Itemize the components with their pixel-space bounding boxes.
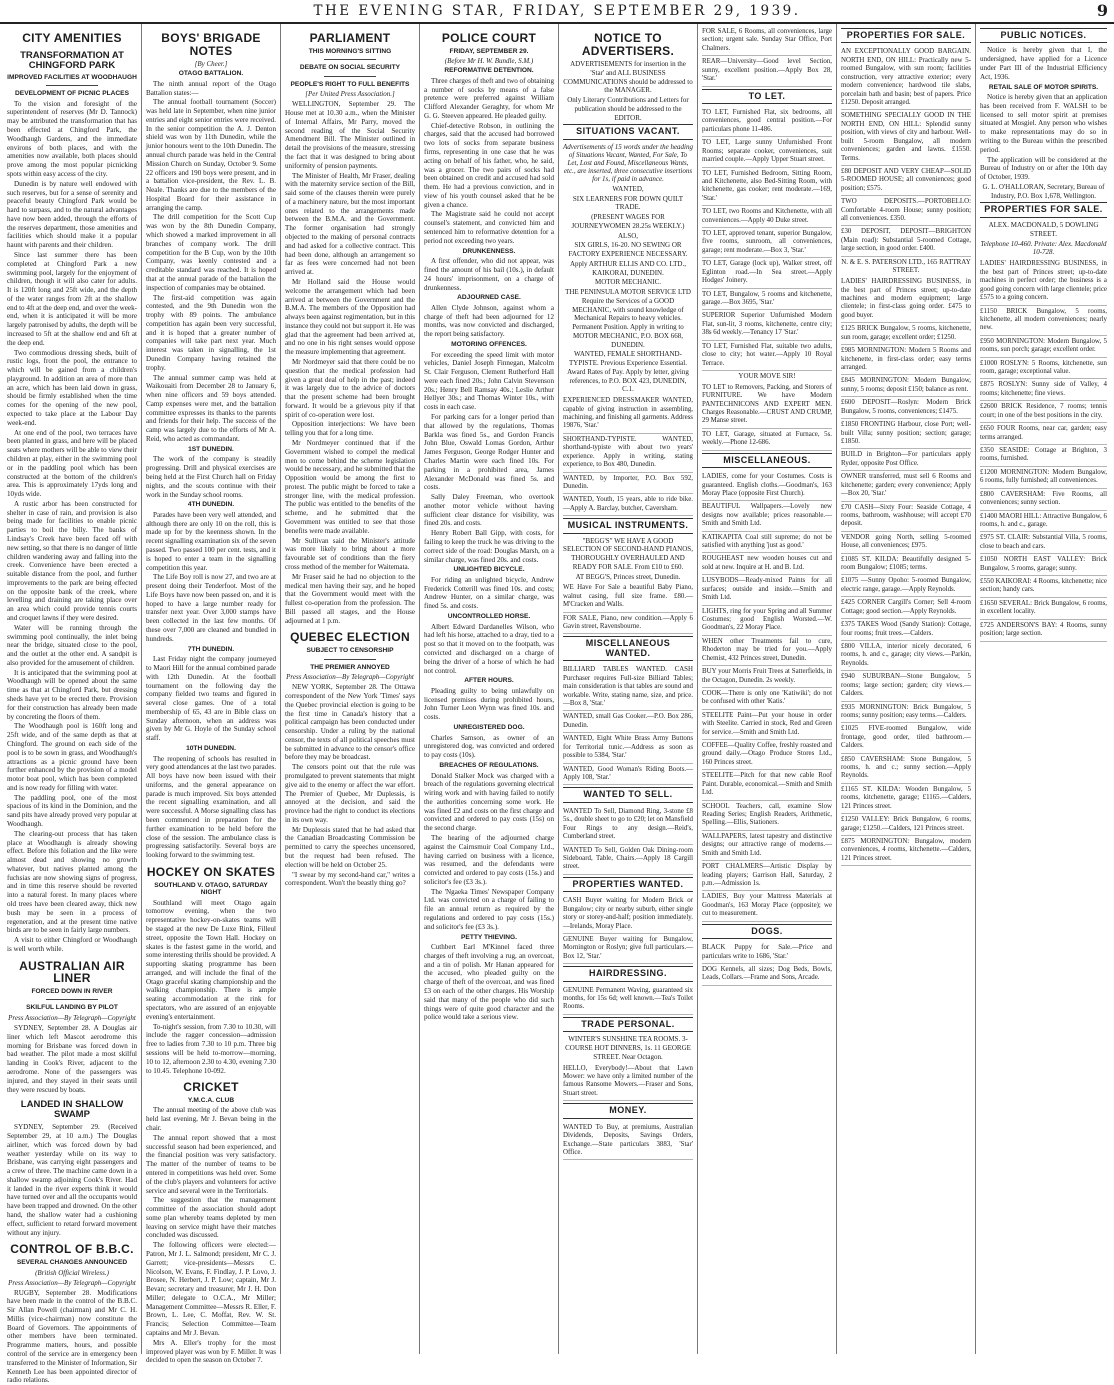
classified-ad: PORT CHALMERS—Artistic Display by leading players; Garrison Hall, Saturday, 2 p.m.—Admission 1s. xyxy=(702,861,832,891)
classified-ad: LIGHTS, ring for your Spring and all Summer Costumes; good English Worsted.—W. Goodman's, 22 Moray Place. xyxy=(702,606,832,636)
paragraph: The Life Boy roll is now 27, and two are at present doing their Tenderfoot. Most of the Life Boys have now been passed on, and it is hoped to have a large number ready for transfer next year. Over 3,000 stamps have been collected in the last few months. Of these over 7,000 are cleaned and bundled in hundreds. xyxy=(146,573,276,643)
column-7 xyxy=(837,24,976,1354)
headline: CITY AMENITIES xyxy=(22,31,122,45)
section-heading: MUSICAL INSTRUMENTS. xyxy=(563,518,693,533)
classified-ad: LADIES, come for your Costumes. Costs is guaranteed. English cloths.—Goodman's, 163 Moray Place (opposite First Church). xyxy=(702,471,832,501)
centered-notice: "BEGG'S" WE HAVE A GOOD SELECTION OF SECOND-HAND PIANOS, THOROUGHLY OVERHAULED AND READY FOR SALE. From £10 to £60. xyxy=(563,536,693,571)
paragraph: The clearing-out process that has taken place at Woodhaugh is already showing effect. Before this foliation and the like were almost dead and showing no growth whatever, but natives planted among the fuchsias are now showing signs of progress, and in time this reserve should be reverted into a natural forest. In many places where old trees have been cleared away, thick new bush may be seen in a process of regeneration, and at the present time native birds are to be seen in fairly large numbers. xyxy=(7,829,137,935)
classified-ad: SOMETHING SPECIALLY GOOD IN THE NORTH END, ON HILL: Splendid sunny position, with views of city and harbour. Well-built 5-room Bungalow, all modern conveniences; garden and lawns. £1550. Terms. xyxy=(841,110,971,166)
byline: Press Association—By Telegraph—Copyright xyxy=(8,1278,136,1287)
classified-ad: £125 BRICK Bungalow, 5 rooms, kitchenette, sun room, garage; excellent order; £1250. xyxy=(841,323,971,345)
subhead: 1ST DUNEDIN. xyxy=(188,445,234,453)
classified-ad: £975 ST. CLAIR: Substantial Villa, 5 rooms, close to beach and cars. xyxy=(980,532,1107,554)
classified-ad: £1400 MAORI HILL: Attractive Bungalow, 6 rooms, h. and c., garage. xyxy=(980,511,1107,533)
centered-notice: WANTED, xyxy=(612,184,644,193)
subhead: 7TH DUNEDIN. xyxy=(187,645,235,653)
classified-ad: WE Have For Sale a beautiful Baby Piano, walnut casing, full size frame. £80.—M'Cracken and Walls. xyxy=(563,582,693,612)
classified-ad: TO LET, approved tenant, superior Bungalow, five rooms, sunroom, all conveniences, garage; rent moderate.—Box 3, 'Star.' xyxy=(702,228,832,258)
classified-ad: TO LET, Garage, situated at Furnace, 5s. weekly.—Phone 12-686. xyxy=(702,429,832,451)
paragraph: Donald Stalker Mock was charged with a breach of the regulations governing electrical wiring work and with having failed to notify the authorities concerning some work. He was fined £2 and costs on the first charge and convicted and ordered to pay costs (15s) on the second charge. xyxy=(424,771,554,833)
classified-ad: £1000 ROSLYN: 5 Rooms, kitchenette, sun room, garage; exceptional value. xyxy=(980,358,1107,380)
centered-notice: Apply ARTHUR ELLIS AND CO. LTD., KAIKORAI, DUNEDIN. xyxy=(570,259,686,277)
divider xyxy=(46,85,98,86)
classified-ad: WANTED, Youth, 15 years, able to ride bike.—Apply A. Barclay, butcher, Caversham. xyxy=(563,494,693,516)
classified-ad: BUILD in Brighton—For particulars apply Ryder, opposite Post Office. xyxy=(841,449,971,471)
paragraph: Two commodious dressing sheds, built of rustic logs, front the pool, the entrance to which will be gained from a children's playground. In addition an area of more than an acre, which has been laid down in grass, should be firmly established when the time comes for the opening of the new pool, expected to take place at the Labour Day week-end. xyxy=(7,348,137,427)
classified-ad: OWNER transferred, must sell 6 Rooms and kitchenette; garden; every convenience; Apply—Box 20, 'Star.' xyxy=(841,471,971,501)
byline: Advertisements of 15 words under the heading of Situations Vacant, Wanted, For Sale, To Let, Lost and Found, Miscellaneous Wants, etc., are inserted, three consecutive insertions for 1s, if paid in advance. xyxy=(563,142,694,183)
classified-ad: WANTED, Good Woman's Riding Boots.—Apply 108, 'Star.' xyxy=(563,764,693,786)
section-heading: TRADE PERSONAL. xyxy=(563,1017,693,1032)
classified-ad: £800 VILLA, interior nicely decorated, 6 rooms, h. and c., garage; city views.—Parkin, Reynolds. xyxy=(841,641,971,671)
classified-ad: WANTED To Sell, Golden Oak Dining-room Sideboard, Table, Chairs.—Apply 18 Cargill street. xyxy=(563,845,693,875)
paragraph: Since last summer there has been completed at Chingford Park a new swimming pool, largely for the enjoyment of children, though it will also cater for adults. It is 120ft long and 25ft wide, and the depth of the water ranges from 2ft at the shallow end to 4ft at the deep end, and over the week-end, when it is anticipated it will be more largely patronised by adults, the depth will be increased to 5ft at the shallow end and 6ft at the deep end. xyxy=(7,250,137,347)
paragraph: Mr Sullivan said the Minister's attitude was more likely to bring about a more favourable set of conditions than the fiery cross method of the member for Waitemata. xyxy=(285,536,415,571)
paragraph: Water will be running through the swimming pool continually, the inlet being near the bridge, situated close to the pool, and the outlet at the other end. A sandpit is also provided for the amusement of children. xyxy=(7,623,137,667)
centered-notice: AT BEGG'S, Princes street, Dunedin. xyxy=(575,572,681,581)
subhead: SKILFUL LANDING BY PILOT xyxy=(26,1004,118,1012)
paragraph: SYDNEY, September 28. A Douglas air liner which left Mascot aerodrome this morning for Brisbane was forced down in bad weather. The pilot made a most skilful landing in Cook's River, adjacent to the aerodrome. None of the passengers was injured, and they stayed in their seats until they were rescued by boats. xyxy=(7,1024,137,1094)
headline: HOCKEY ON SKATES xyxy=(146,864,276,879)
subhead: DEBATE ON SOCIAL SECURITY xyxy=(299,64,401,72)
column-3 xyxy=(281,24,420,1354)
classified-ad: TO LET to Removers, Packing, and Storers of FURNITURE. We have Modern PANTECHNICONS AND EXPERT MEN. Charges Reasonable.—CRUST AND CRUMP, 29 Manse street. xyxy=(702,382,832,429)
paragraph: WELLINGTON, September 29. The House met at 10.30 a.m., when the Minister of Internal Affairs, Mr Parry, moved the second reading of the Social Security Amendment Bill. The Minister outlined in detail the provisions of the measure, stressing the fact that it was designed to bring about uniformity of pension payments. xyxy=(285,100,415,170)
subhead: UNREGISTERED DOG. xyxy=(453,724,525,731)
classified-ad: WANTED To Buy, at premiums, Australian Dividends, Deposits, Savings Orders, Exchange.—State particulars 3883, 'Star' Office. xyxy=(563,1122,693,1161)
classified-ad: TO LET, Furnished Flat, suitable two adults, close to city; hot water.—Apply 10 Royal Terrace. xyxy=(702,341,832,371)
paragraph: The application will be considered at the Bureau of Industry on or after the 10th day of October, 1939. xyxy=(980,155,1107,182)
headline: CONTROL OF B.B.C. xyxy=(10,1242,134,1257)
classified-ad: TO LET, Bungalow, 5 rooms and kitchenette, garage.—Box 3695, 'Star.' xyxy=(702,289,832,311)
section-heading: PROPERTIES FOR SALE. xyxy=(980,202,1107,217)
classified-ad: £1075 —Sunny Opoho: 5-roomed Bungalow, electric range, garage.—Apply Reynolds. xyxy=(841,575,971,597)
classified-ad: HELLO, Everybody!—About that Lawn Mower: we have only a limited number of the famous Ransome Mowers.—Fraser and Sons, Stuart street. xyxy=(563,1063,693,1102)
subhead: RETAIL SALE OF MOTOR SPIRITS. xyxy=(988,83,1099,91)
classified-ad: £70 CASH—Sixty Four: Seaside Cottage, 4 rooms, bathroom, washhouse; will accept £70 deposit. xyxy=(841,502,971,532)
paragraph: To the vision and foresight of the superintendent of reserves (Mr D. Tannock) may be attributed the transformation that has been effected at Chingford Park, the Woodhaugh Gardens, and the immediate environs of both places, and with the amenities now available, both places should prove among the most popular picnicking spots within easy access of the city. xyxy=(7,99,137,178)
classified-ad: £950 MORNINGTON: Modern Bungalow, 5 rooms, sun porch; garage; excellent order. xyxy=(980,336,1107,358)
headline: BOYS' BRIGADE NOTES xyxy=(161,31,261,58)
paragraph: Charles Samson, as owner of an unregistered dog, was convicted and ordered to pay costs (10s). xyxy=(424,733,554,760)
classified-ad: STEELITE—Pitch for that new cable Roof Paint. Durable, economical.—Smith and Smith Ltd. xyxy=(702,770,832,800)
column-2 xyxy=(142,24,281,1365)
centered-notice: ALEX. MACDONALD, 5 DOWLING STREET. xyxy=(988,220,1099,238)
paragraph: The first-aid competition was again contested, and the 9th Dunedin won the trophy with 89 points. The ambulance competition has again been very successful, and it is hoped that a greater number of companies will take part next year. Much interest was taken in signalling, the 1st Dunedin Company having retained the trophy. xyxy=(146,293,276,372)
paragraph: The annual football tournament (Soccer) was held late in September, when nine junior entries and eight senior entries were received. In the senior competition the A. J. Denton shield was won by 11th Dunedin, while the junior honours went to the 10th Dunedin. The annual church parade was held in the Central Mission Church on Sunday, October 9. Some 22 officers and 190 boys were present, and in a battalion vice-president, the Rev. L. B. Neale. Thanks are due to the members of the Hospital Board for their assistance in arranging the camp. xyxy=(146,98,276,212)
paragraph: To-night's session, from 7.30 to 10.30, will include the ragger concession—admission free to ladies from 7.30 to 10 p.m. Three big sessions will be held to-morrow—morning, 10 to 12, afternoon 2.30 to 4.30, evening 7.30 to 10.45. Telephone 10-092. xyxy=(146,1022,276,1075)
paragraph: A rustic arbor has been constructed for shelter in case of rain, and provision is also being made for facilities to enable picnic parties to boil the billy. The banks of Lindsay's Creek have been faced off with new setting, so that there is no danger of little children wandering away and falling into the creek. Convenience have been erected a suitable distance from the pool, and further improvements to the park are being effected on the opposite bank of the creek, where levelling and draining are taking place over an area which could provide tennis courts and croquet lawns if they were desired. xyxy=(7,499,137,622)
section-heading: MISCELLANEOUS. xyxy=(702,453,832,468)
paragraph: Albert Edward Dardanelles Wilson, who had left his horse, attached to a dray, tied to a post so that it moved on to the footpath, was convicted and discharged on a charge of being the driver of a horse of which he had not control. xyxy=(424,622,554,675)
paragraph: Pleading guilty to being unlawfully on licensed premises during prohibited hours, John Turner Leon Wynn was fined 10s. and costs. xyxy=(424,686,554,722)
classified-ad: TO LET, Large sunny Unfurnished Front Rooms; separate cooker, conveniences, suit married couple.—Apply Upper Stuart street. xyxy=(702,137,832,167)
classified-ad: BLACK Puppy for Sale.—Price and particulars write to 1686, 'Star.' xyxy=(702,942,832,964)
subheadline: TRANSFORMATION AT CHINGFORD PARK xyxy=(20,49,124,71)
classified-ad: TO LET, Furnished Bedroom, Sitting Room, and Kitchenette, also Bed-Sitting Room, with kitchenette, gas cooker; rent moderate.—169, 'Star.' xyxy=(702,168,832,207)
byline: Telephone 10-460. Private: Alex. Macdonald 10-728. xyxy=(980,240,1107,257)
paragraph: Mrs A. Eller's trophy for the most improved player was won by F. Miller. It was decided to open the season on October 7. xyxy=(146,1338,276,1365)
classified-ad: BUY your Morris Fruit Trees at Satterfields, in the Octagon, Dunedin. 2s weekly. xyxy=(702,666,832,688)
page-columns xyxy=(3,24,1111,1385)
centered-notice: Only Literary Contributions and Letters for publication should be addressed to the EDITOR. xyxy=(567,96,689,122)
headline: PARLIAMENT xyxy=(309,31,391,45)
subhead: Y.M.C.A. CLUB xyxy=(187,1096,235,1104)
classified-ad: WANTED, small Gas Cooker.—P.O. Box 286, Dunedin. xyxy=(563,711,693,733)
classified-ad: BILLIARD TABLES WANTED. CASH Purchaser requires Full-size Billiard Tables; main consideration is that tables are sound and workable. Write, stating name, size, and price.—Box 8, 'Star.' xyxy=(563,664,693,711)
classified-ad: GENUINE Buyer waiting for Bungalow, Mornington or Roslyn; give full particulars.—Box 12, 'Star.' xyxy=(563,934,693,964)
paragraph: The Woodhaugh pool is 160ft long and 25ft wide, and of the same depth as that at Chingford. The ground on each side of the pool is to be sown in grass, and Woodhaugh's attractions as a picnic ground have been further enhanced by the provision of a model motor boat pool, which has been completed and is now ready for filling with water. xyxy=(7,722,137,792)
subhead: DEVELOPMENT OF PICNIC PLACES xyxy=(15,90,129,98)
column-5 xyxy=(559,24,698,1354)
classified-ad: DOG Kennels, all sizes; Dog Beds, Bowls, Leads, Collars.—Frame and Sons, Arcade. xyxy=(702,964,832,986)
classified-ad: £985 MORNINGTON: Modern 5 Rooms and kitchenette, in first-class order; easy terms arranged. xyxy=(841,345,971,375)
paragraph: A visit to either Chingford or Woodhaugh is well worth while. xyxy=(7,936,137,953)
subhead: 4TH DUNEDIN. xyxy=(187,501,235,509)
column-4 xyxy=(420,24,559,1354)
headline: QUEBEC ELECTION xyxy=(290,630,410,645)
section-heading: HAIRDRESSING. xyxy=(563,966,693,981)
classified-ad: £1150 BRICK Bungalow, 5 rooms, kitchenette, all modern conveniences; nearly new. xyxy=(980,306,1107,336)
classified-ad: £940 SUBURBAN—Stone Bungalow, 5 rooms; large section; garden; city views.—Calders. xyxy=(841,671,971,701)
paragraph: Dunedin is by nature well endowed with such reserves, but for a sense of serenity and peaceful beauty Chingford Park would be hard to surpass, and to the natural advantages have now been added, through the efforts of the reserves department, those amenities and facilities which should make it a popular haunt with parents and their children. xyxy=(7,179,137,250)
subhead: FRIDAY, SEPTEMBER 29. xyxy=(449,47,529,55)
paragraph: For parking cars for a longer period than that allowed by the regulations, Thomas Barkla was fined 5s., and Gordon Francis John Blue, Oswald Lomas Gordon, Arthur James Ferguson, George Rodger Hunter and Charles Martin were each fined 10s. For parking in a prohibited area, James Alexander McDonald was fined 5s. and costs. xyxy=(424,413,554,492)
classified-ad: LUSYBODS—Ready-mixed Paints for all surfaces; outside and inside.—Smith and Smith Ltd. xyxy=(702,575,832,605)
classified-ad: £550 KAIKORAI: 4 Rooms, kitchenette; nice section; handy cars. xyxy=(980,576,1107,598)
paragraph: Mr Nordmeyer continued that if the Government wished to compel the medical men to come behind the scheme legislation would be necessary, and he submitted that the Opposition would be among the first to protest. The public might be forced to take a stronger line, with the medical profession. The public was entitled to the benefits of the scheme, and he submitted that the Government was entitled to see that those benefits were made available. xyxy=(285,439,415,535)
classified-ad: FOR SALE, 6 Rooms, all conveniences, large section; urgent sale. Sunday Star Office, Port Chalmers. xyxy=(702,26,832,56)
paragraph: The following officers were elected:—Patron, Mr J. L. Salmond; president, Mr C. J. Garrett; vice-presidents—Messrs C. Nicolson, W. Evans, F. Findlay, J. P. Lovo, J. Brosee, N. Herbert, J. P. Low; captain, Mr J. Bevan; secretary and treasurer, Mr J. H. Don Miller; delegate to O.C.A., Mr Miller; Management Committee—Messrs R. Eller, F. Brown, L. Lee, C. Moffat, Rev. W. St. Francis; Selection Committee—Team captains and Mr J. Bevan. xyxy=(146,1241,276,1337)
classified-ad: ROUGHEAST new wooden houses cut and sold at new. Inquire at H. and B. Ltd. xyxy=(702,553,832,575)
divider xyxy=(324,659,376,660)
paragraph: Last Friday night the company journeyed to Maori Hill for the annual combined parade with 12th Dunedin. At the football tournament on the following day the company fielded two teams and figured in several close games. One of a total membership of 65, 43 are in Bible class on Sunday afternoon, when an address was given by Mr G. Hoyle of the Sunday school staff. xyxy=(146,655,276,743)
classified-ad: REAR—University—Good level Section, sunny, excellent position.—Apply Box 28, 'Star.' xyxy=(702,56,832,86)
classified-ad: £845 MORNINGTON: Modern Bungalow, sunny, 5 rooms; deposit £150; balance as rent. xyxy=(841,375,971,397)
paragraph: The ninth annual report of the Otago Battalion states:— xyxy=(146,79,276,97)
headline: NOTICE TO ADVERTISERS. xyxy=(581,31,675,58)
classified-ad: TO LET, Garage (lock up), Walker street, off Eglinton road.—In Sea street.—Apply Hodges' Joinery. xyxy=(702,258,832,288)
paragraph: Southland will meet Otago again tomorrow evening, when the two representative hockey-on-skates teams will be staged at the new De Luxe Rink, Filleul street, opposite the Town Hall. Hockey on skates is the fastest game in the world, and some interesting thrills should be provided. A supporting skating programme has been arranged, and will include the final of the Otago graceful skating championship and the walking championship. There is ample seating accommodation at the rink for spectators, who are assured of an enjoyable evening's entertainment. xyxy=(146,898,276,1021)
column-6 xyxy=(698,24,837,1354)
section-heading: PUBLIC NOTICES. xyxy=(980,28,1107,43)
paragraph: Allen Clyde Johnson, against whom a charge of theft had been adjourned for 12 months, was now convicted and discharged, the report being satisfactory. xyxy=(424,303,554,339)
subhead: UNLIGHTED BICYCLE. xyxy=(453,566,525,574)
paragraph: It is anticipated that the swimming pool at Woodhaugh will be opened about the same time as that at Chingford Park, but dressing sheds have yet to be erected there. Provision for their construction has already been made by concreting the floors of them. xyxy=(7,668,137,721)
paragraph: Mr Holland said the House would welcome the arrangement which had been arrived at between the Government and the B.M.A. The members of the Opposition had always been against regimentation, but in this instance they could not but support it. He was glad that the agreement had been arrived at, and no one in his right senses would oppose the measure implementing that agreement. xyxy=(285,277,415,357)
classified-ad: £875 ROSLYN: Sunny side of Valley, 4 rooms; kitchenette; fine views. xyxy=(980,379,1107,401)
centered-notice: N. & E. S. PATERSON LTD., 165 RATTRAY STREET. xyxy=(841,257,971,275)
paragraph: The annual report showed that a most successful season had been experienced, and the financial position was very satisfactory. The matter of the number of teams to be entered in competitions was held over. Some of the club's players and volunteers for active service and several were in the Territorials. xyxy=(146,1133,276,1195)
paragraph: Henry Robert Ball Gipp, with costs, for failing to keep the truck he was driving to the correct side of the road: Douglas Marsh, on a similar charge, was fined 20s. and costs. xyxy=(424,529,554,564)
centered-notice: WANTED, FEMALE SHORTHAND-TYPISTE. Previous Experience Essential. Award Rates of Pay. Apply by letter, giving references, to P.O. BOX 423, DUNEDIN, C.1. xyxy=(567,350,689,394)
subhead: BREACHES OF REGULATIONS. xyxy=(439,761,539,769)
classified-ad: £1250 VALLEY: Brick Bungalow, 6 rooms, garage; £1250.—Calders, 121 Princes street. xyxy=(841,814,971,836)
classified-ad: WANTED, by Importer, P.O. Box 592, Dunedin. xyxy=(563,473,693,495)
paragraph: The Magistrate said he could not accept counsel's statement, and convicted him and sentenced him to reformative detention for a period not exceeding two years. xyxy=(424,210,554,245)
paragraph: The 'Ngaeka Times' Newspaper Company Ltd. was convicted on a charge of failing to file an annual return as required by the regulations and ordered to pay costs (15s.) and solicitor's fee (£3 3s.). xyxy=(424,887,554,931)
section-heading: MISCELLANEOUS WANTED. xyxy=(563,636,693,661)
column-8 xyxy=(976,24,1111,1354)
centered-notice: THE PENINSULA MOTOR SERVICE LTD Require the Services of a GOOD MECHANIC, with sound knowledge of Mechanical Repairs to heavy vehicles. Permanent Position. Apply in writing to MOTOR MECHANIC, P.O. BOX 668, DUNEDIN. xyxy=(565,288,691,349)
column-1 xyxy=(3,24,142,1385)
classified-ad: LADIES, Buy your Mattress Materials at Goodman's, 163 Moray Place (opposite); we cut to measurement. xyxy=(702,891,832,921)
classified-ad: COOK—There is only one 'Katiwiki'; do not be confused with other 'Katis.' xyxy=(702,688,832,710)
classified-ad: £1850 FRONTING Harbour, close Port; well-built Villa; sunny position; section; garage; £1850. xyxy=(841,419,971,449)
subhead: ADJOURNED CASE. xyxy=(457,294,521,302)
classified-ad: £1200 MORNINGTON: Modern Bungalow, 6 rooms, fully furnished; all conveniences. xyxy=(980,467,1107,489)
subhead: SOUTHLAND V. OTAGO, SATURDAY NIGHT xyxy=(154,881,268,897)
subhead: PEOPLE'S RIGHT TO FULL BENEFITS xyxy=(290,80,410,88)
classified-ad: £30 DEPOSIT, DEPOSIT—BRIGHTON (Main road): Substantial 5-roomed Cottage, large section, in good order. £400. xyxy=(841,226,971,256)
byline: Press Association—By Telegraph—Copyright xyxy=(286,673,414,682)
subhead: SUBJECT TO CENSORSHIP xyxy=(306,647,394,655)
classified-ad: £935 MORNINGTON: Brick Bungalow, 5 rooms; sunny position; easy terms.—Calders. xyxy=(841,702,971,724)
subhead: THIS MORNING'S SITTING xyxy=(308,47,392,55)
section-heading: PROPERTIES FOR SALE. xyxy=(841,28,971,43)
paragraph: Opposition interjections: We have been telling you that for a long time. xyxy=(285,420,415,438)
headline: AUSTRALIAN AIR LINER xyxy=(19,958,125,986)
classified-ad: WHEN other Treatments fail to cure, Rhoderton may be tried for you.—Apply Chemist, 432 Princes street, Dunedin. xyxy=(702,636,832,666)
subhead: THE PREMIER ANNOYED xyxy=(310,663,390,671)
section-heading: PROPERTIES WANTED. xyxy=(563,877,693,892)
classified-ad: £375 TAKES Wood (Sandy Station): Cottage, four rooms; fruit trees.—Calders. xyxy=(841,619,971,641)
classified-ad: TO LET, two Rooms and Kitchenette, with all conveniences.—Apply 40 Duke street. xyxy=(702,206,832,228)
paragraph: For exceeding the speed limit with motor vehicles, Daniel Joseph Finnegan, Malcolm St. Clair Ferguson, Clement Rutherford Hall were each fined 20s.; John Calvin Stevenson 20s.; Henry Bell Ramsay 40s.; Leslie Arthur Hellyer 30s.; and Thomas Winter 10s., with costs in each case. xyxy=(424,350,554,412)
classified-ad: £80 DEPOSIT AND VERY CHEAP—SOLID 5-ROOMED HOUSE; all conveniences; good position; £575. xyxy=(841,166,971,196)
classified-ad: £2600 BRICK Residence, 7 rooms; tennis court; in one of the best positions in the city. xyxy=(980,401,1107,423)
subheadline: LANDED IN SHALLOW SWAMP xyxy=(20,1099,124,1121)
centered-notice: G. L. O'HALLORAN, Secretary, Bureau of Industry, P.O. Box 1,678, Wellington. xyxy=(982,182,1105,200)
centered-notice: MOTOR MECHANIC. xyxy=(595,278,661,287)
subhead: 10TH DUNEDIN. xyxy=(186,744,236,752)
classified-ad: BEAUTIFUL Wallpapers.—Lovely new designs now available; prices reasonable.—Smith and Smith Ltd. xyxy=(702,501,832,531)
paragraph: Parades have been very well attended, and although there are only 10 on the roll, this is made up for by the keenness shown. In the recent signalling examination six of the seven passed. Two passed 100 per cent. tests, and it is hoped to enter a team in the signalling competition this year. xyxy=(146,510,277,572)
paragraph: The paddling pool, one of the most spacious of its kind in the Dominion, and the sand pits have already proved very popular at Woodhaugh. xyxy=(7,793,137,828)
paragraph: The censors point out that the rule was promulgated to prevent statements that might give aid to the enemy or affect the war effort. The Premier of Quebec, Mr Duplessis, is annoyed at the decision, and said the province had the right to conduct its elections in its own way. xyxy=(285,763,415,824)
paragraph: Mr Nordmeyer said that there could be no question that the medical profession had given a great deal of help in the past; indeed it was largely due to the advice of doctors that the present scheme had been brought forward. It would be a grievous pity if that spirit of co-operation were lost. xyxy=(285,357,415,419)
paragraph: The annual meeting of the above club was held last evening, Mr J. Bevan being in the chair. xyxy=(146,1106,276,1133)
classified-ad: £650 FOUR Rooms, near car, garden; easy terms arranged. xyxy=(980,423,1107,445)
classified-ad: LADIES' HAIRDRESSING BUSINESS, in the best part of Princes street; up-to-date machines in perfect order; the business is a good going concern with large clientele; price £575 to a going concern. xyxy=(980,258,1107,305)
section-heading: TO LET. xyxy=(702,89,832,104)
masthead xyxy=(0,0,1114,24)
section-heading: WANTED TO SELL. xyxy=(563,787,693,802)
centered-notice: SIX GIRLS, 16-20. NO SEWING OR FACTORY EXPERIENCE NECESSARY. xyxy=(568,241,688,259)
paragraph: RUGBY, September 28. Modifications have been made in the control of the B.B.C. Sir Allan Powell (chairman) and Mr C. H. Millis (vice-chairman) now constitute the Board of Governors. The appointments of other members have been terminated. Programme matters, hours, and possible control of the service are in emergency been transferred to the Minister of Information, Sir Kenneth Lee has been appointed director of radio relations. xyxy=(7,1288,137,1385)
paragraph: SYDNEY, September 29. (Received September 29, at 10 a.m.) The Douglas airliner, which was forced down by bad weather yesterday while on its way to Brisbane, was carrying eight passengers and a crew of three. The machine came down in a shallow swamp adjoining Cook's River. Had it landed in the river experts think it would have turned over and all the occupants would have been trapped and drowned. On the other hand, the shallow water had a cushioning effect, sufficient to retard forward movement without any injury. xyxy=(7,1123,137,1237)
classified-ad: GENUINE Permanent Waving, guaranteed six months, for 15s 6d; well known.—Tea's Toilet Rooms. xyxy=(563,985,693,1015)
classified-ad: TWO DEPOSITS.—PORTOBELLO: Comfortable 4-room House; sunny position; all conveniences. £350. xyxy=(841,196,971,226)
subhead: PETTY THIEVING. xyxy=(461,933,517,941)
classified-ad: AN EXCEPTIONALLY GOOD BARGAIN. NORTH END, ON HILL: Practically new 5-roomed Bungalow, with sun room; facilities construction, very attractive exterior; every modern convenience; hardwood tile slabs, porcelain bath and basin; best of papers. Price £1250. Deposit arranged. xyxy=(841,46,971,110)
byline: (British Official Wireless.) xyxy=(35,1268,109,1277)
newspaper-title: THE EVENING STAR, FRIDAY, SEPTEMBER 29, 1939. xyxy=(313,3,801,19)
classified-ad: KATIKAPITA Coal still supreme; do not be satisfied with anything 'just as good.' xyxy=(702,532,832,554)
classified-ad: £1050 NORTH EAST VALLEY: Brick Bungalow, 5 rooms, garage; sunny. xyxy=(980,554,1107,576)
centered-notice: ALSO, xyxy=(617,231,639,240)
paragraph: Cuthbert Earl M'Kinnel faced three charges of theft involving a rug, an overcoat, and a tin of polish. Mr Hanan appeared for the accused, who pleaded guilty on the charge of theft of the overcoat, and was fined £3 on each of the other charges. His Worship said that many of the people who did such things were of quite good character and the police would take a serious view. xyxy=(424,943,554,1022)
classified-ad: VENDOR going North, selling 5-roomed House, all conveniences; £975. xyxy=(841,532,971,554)
classified-ad: £1025 FIVE-roomed Bungalow, wide frontage, good order, tiled bathroom.—Calders. xyxy=(841,723,971,753)
classified-ad: LADIES' HAIRDRESSING BUSINESS, in the best part of Princes street; up-to-date machines and modern equipment; large clientele; in first-class going order. £475 to good buyer. xyxy=(841,276,971,323)
section-heading: MONEY. xyxy=(563,1103,693,1118)
subhead: AFTER HOURS. xyxy=(464,677,514,685)
byline: (Before Mr H. W. Bundle, S.M.) xyxy=(444,57,534,66)
classified-ad: SCHOOL Teachers, call, examine Slow Reading Series; English Readers, Arithmetic, Spelling.—Ellis, Stationers. xyxy=(702,801,832,831)
byline: Press Association—By Telegraph—Copyright xyxy=(8,1014,136,1023)
paragraph: Sally Daley Freeman, who overtook another motor vehicle without having sufficient clear distance for visibility, was fined 20s. and costs. xyxy=(424,493,554,528)
page-number: 9 xyxy=(1096,1,1108,20)
centered-notice: YOUR MOVE SIR! xyxy=(738,371,796,380)
section-heading: SITUATIONS VACANT. xyxy=(563,124,693,139)
paragraph: "I swear by my second-hand car," writes a correspondent. Won't the beastly thing go? xyxy=(285,870,415,888)
headline: POLICE COURT xyxy=(441,31,537,45)
paragraph: Chief-detective Robson, in outlining the charges, said that the accused had borrowed two lots of socks from separate business firms, representing in one case that he was acting on behalf of his father, who, he said, was a grocer. The two pairs of socks had been obtained on credit and accused had sold them. He had a previous conviction, and in view of his youth counsel asked that he be given a chance. xyxy=(424,121,554,209)
paragraph: Notice is hereby given that an application has been received from F. WALSH to be licensed to sell motor spirit at premises situated at Mosgiel. Any person who wishes to make representations may do so in writing to the Bureau within the prescribed period. xyxy=(980,93,1107,154)
classified-ad: EXPERIENCED DRESSMAKER WANTED, capable of giving instruction in assembling, machining, and finishing all garments. Address 19876, 'Star.' xyxy=(563,395,693,434)
classified-ad: £350 SEASIDE: Cottage at Brighton, 3 rooms, furnished. xyxy=(980,445,1107,467)
paragraph: The suggestion that the management committee of the association should adopt some plan whereby teams depleted by men leaving on service might have their matches concluded was discussed. xyxy=(146,1196,276,1240)
paragraph: NEW YORK, September 28. The Ottawa correspondent of the New York 'Times' says the Quebec provincial election is going to be the first time in Canada's history that a political campaign has been conducted under censorship. Under a ruling by the national censor, the texts of all political speeches must be submitted in advance to the censor's office before they may be broadcast. xyxy=(285,683,415,762)
centered-notice: (PRESENT WAGES FOR JOURNEYWOMEN 28.25s WEEKLY.) xyxy=(571,213,685,230)
centered-notice: WINTER'S SUNSHINE TEA ROOMS. 3-COURSE HOT DINNERS, 1s. 11 GEORGE STREET. Near Octagon. xyxy=(565,1035,691,1061)
paragraph: Notice is hereby given that I, the undersigned, have applied for a Licence under Part III of the Industrial Efficiency Act, 1936. xyxy=(980,46,1107,81)
paragraph: The annual summer camp was held at Waikouaiti from December 28 to January 6, when nine officers and 59 boys attended. Camp expenses were met, and the battalion committee expresses its thanks to the parents and friends for their help. The success of the camp was largely due to the efforts of Mr A. Reid, who acted as commandant. xyxy=(146,373,276,444)
paragraph: Three charges of theft and two of obtaining a number of socks by means of a false pretence were preferred against William Clifford Alexander Geraghty, for whom Mr G. G. Steeven appeared. He pleaded guilty. xyxy=(424,76,554,120)
classified-ad: £875 MORNINGTON: Bungalow, modern conveniences, 4 rooms, kitchenette.—Calders, 121 Princes street. xyxy=(841,836,971,866)
centered-notice: SIX LEARNERS FOR DOWN QUILT TRADE. xyxy=(572,194,684,212)
divider xyxy=(324,76,376,77)
paragraph: The drill competition for the Scott Cup was won by the 8th Dunedin Company, which showed a marked improvement in all branches of company work. The drill competition for the B Cup, won by the 10th Company, was keenly contested and a creditable standard was reached. It is hoped that at the annual parade of the battalion the inspection of companies may be obtained. xyxy=(146,213,276,292)
classified-ad: WANTED To Sell, Diamond Ring, 3-stone £8 5s., double sheet to go to £20; let on Mansfield Four Rings to any design.—Reid's, Cumberland street. xyxy=(563,806,693,845)
subhead: UNCONTROLLED HORSE. xyxy=(447,613,531,621)
classified-ad: COFFEE—Quality Coffee, freshly roasted and ground daily.—Otago Produce Stores Ltd., 160 Princes street. xyxy=(702,740,832,770)
classified-ad: WANTED, Eight White Brass Army Buttons for Territorial tunic.—Address as soon as possible to 5384, 'Star.' xyxy=(563,733,693,763)
subhead: FORCED DOWN IN RIVER xyxy=(31,987,113,995)
paragraph: A first offender, who did not appear, was fined the amount of his bail (10s.), in default 24 hours' imprisonment, on a charge of drunkenness. xyxy=(424,257,554,292)
paragraph: The Minister of Health, Mr Fraser, dealing with the maternity service section of the Bill, said some of the clauses therein were purely of a machinery nature, but the most important ones related to the arrangements made between the B.M.A. and the Government. The former organisation had strongly objected to the making of personal contracts and had asked for a collective contract. This had been done, although an arrangement so far as fees were concerned had not been arrived at. xyxy=(285,171,416,277)
classified-ad: SHORTHAND-TYPISTE. WANTED, shorthand-typiste with about two years' experience. Apply in writing, stating experience, to Box 480, Dunedin. xyxy=(563,434,693,473)
classified-ad: £1650 SEVERAL: Brick Bungalow, 6 rooms, in excellent locality. xyxy=(980,598,1107,620)
divider xyxy=(324,59,376,60)
classified-ad: £725 ANDERSON'S BAY: 4 Rooms, sunny position; large section. xyxy=(980,620,1107,642)
subhead: SEVERAL CHANGES ANNOUNCED xyxy=(16,1258,128,1266)
centered-notice: ADVERTISEMENTS for insertion in the 'Star' and ALL BUSINESS COMMUNICATIONS should be addressed to the MANAGER. xyxy=(563,60,693,95)
classified-ad: £1085 ST. KILDA: Beautifully designed 5-room Bungalow; £1085; terms. xyxy=(841,554,971,576)
subhead: IMPROVED FACILITIES AT WOODHAUGH xyxy=(7,73,137,81)
byline: [By Cheer.] xyxy=(194,60,228,69)
classified-ad: WALLPAPERS, latest tapestry and distinctive designs; our attractive range of moderns.—Smith and Smith Ltd. xyxy=(702,831,832,861)
paragraph: At one end of the pool, two terraces have been planted in grass, and here will be placed seats where mothers will be able to view their children at play, either in the swimming pool or in the paddling pool which has been constructed at the bottom of the children's area. This is approximately 17yds long and 10yds wide. xyxy=(7,428,138,499)
headline: CRICKET xyxy=(183,1080,239,1095)
paragraph: For riding an unlighted bicycle, Andrew Frederick Cotterill was fined 10s. and costs; Andrew Hunter, on a similar charge, was fined 5s. and costs. xyxy=(424,575,554,611)
classified-ad: £425 CORNER Cargill's Corner; Sell 4-room Cottage; good section.—Apply Reynolds. xyxy=(841,597,971,619)
byline: [Per United Press Association.] xyxy=(305,90,395,99)
classified-ad: SUPERIOR Superior Unfurnished Modern Flat, sun-lit, 3 rooms, kitchenette, centre city; 38s 6d weekly.—Tenancy 17 'Star.' xyxy=(702,310,832,340)
classified-ad: £600 DEPOSIT—Roslyn: Modern Brick Bungalow, 5 rooms, conveniences; £1475. xyxy=(841,397,971,419)
section-heading: DOGS. xyxy=(702,924,832,939)
paragraph: The reopening of schools has resulted in very good attendances at the last two parades. All boys have now been issued with their uniforms, and the general appearance on parade is much improved. Six boys attended the recent signalling examination, and all were successful. A Morse signalling class has been commenced in preparation for the further examination to be held before the close of the session. The ambulance class is progressing satisfactorily. Several boys are looking forward to the swimming test. xyxy=(146,754,277,860)
classified-ad: £800 CAVERSHAM: Five Rooms, all conveniences; sunny section. xyxy=(980,489,1107,511)
paragraph: The hearing of the adjourned charge against the Cairnsmuir Coal Company Ltd., having carried on business with a licence, was resumed, and the defendants were convicted and ordered to pay costs (15s.) and solicitor's fee (£3 3s.). xyxy=(424,833,554,886)
classified-ad: STEELITE Paint—Put your house in order with Steelite. Carried in stock, Red and Green for service.—Smith and Smith Ltd. xyxy=(702,710,832,740)
classified-ad: £1165 ST. KILDA: Wooden Bungalow, 5 rooms, kitchenette, garage; £1165.—Calders, 121 Princes street. xyxy=(841,784,971,814)
subhead: DRUNKENNESS. xyxy=(462,247,516,255)
subhead: OTAGO BATTALION. xyxy=(178,70,244,78)
paragraph: Mr Fraser said he had no objection to the medical men having their say, and he hoped that the Government would meet with the fullest co-operation from the profession. The Bill passed all stages, and the House adjourned at 1 p.m. xyxy=(285,572,415,625)
subhead: REFORMATIVE DETENTION. xyxy=(444,67,534,75)
classified-ad: FOR SALE, Piano, new condition.—Apply 6 Gavin street, Ravensbourne. xyxy=(563,613,693,635)
paragraph: Mr Duplessis stated that he had asked that the Canadian Broadcasting Commission be permitted to carry the speeches uncensored, but the request had been refused. The election will be held on October 25. xyxy=(285,825,415,869)
classified-ad: TO LET, Furnished Flat, six bedrooms, all conveniences, good central position.—For particulars phone 11-486. xyxy=(702,107,832,137)
classified-ad: £850 CAVERSHAM: Stone Bungalow, 5 rooms, h. and c.; sunny section.—Apply Reynolds. xyxy=(841,754,971,784)
classified-ad: CASH Buyer waiting for Modern Brick or Bungalow; city or nearby suburb, either single story or storey-and-half; position immediately.—Irelands, Moray Place. xyxy=(563,895,693,934)
divider xyxy=(46,999,98,1000)
subhead: MOTORING OFFENCES. xyxy=(451,341,527,348)
paragraph: The work of the company is steadily progressing. Drill and physical exercises are being held at the First Church hall on Friday nights, and the scouts continue with their work in the Sunday school rooms. xyxy=(146,455,276,499)
